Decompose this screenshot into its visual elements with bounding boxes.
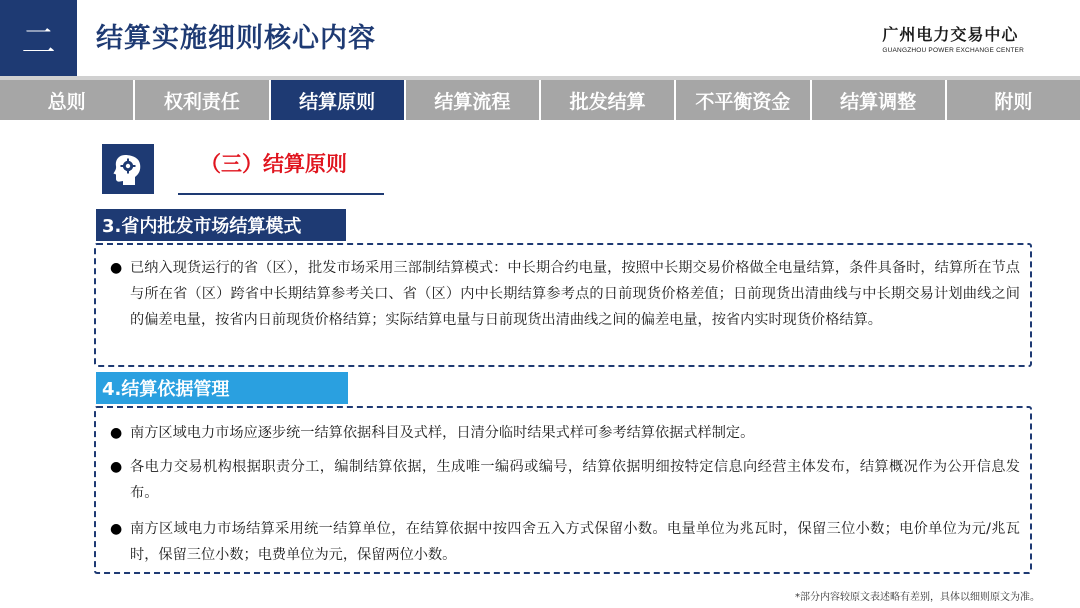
section-title: （三）结算原则 <box>200 152 347 176</box>
list-item <box>108 420 1020 446</box>
list-item <box>108 255 1020 333</box>
tab-wholesale-settlement[interactable]: 批发结算 <box>541 80 676 120</box>
org-english-name: GUANGZHOU POWER EXCHANGE CENTER <box>882 47 1024 54</box>
section-nav <box>0 80 1080 120</box>
tab-imbalance-funds[interactable]: 不平衡资金 <box>676 80 811 120</box>
head-with-gear-icon <box>102 144 154 194</box>
tab-rights-responsibilities[interactable]: 权利责任 <box>135 80 270 120</box>
tab-general[interactable]: 总则 <box>0 80 135 120</box>
tab-supplementary[interactable]: 附则 <box>947 80 1080 120</box>
bullet-icon: ● <box>110 459 123 475</box>
list-item-text: 南方区域电力市场结算采用统一结算单位，在结算依据中按四舍五入方式保留小数。电量单位为兆瓦时，保留三位小数；电价单位为元/兆瓦时，保留三位小数；电费单位为元，保留两位小数。 <box>130 521 1020 563</box>
header <box>0 0 1080 76</box>
bullet-icon: ● <box>110 521 123 537</box>
org-name: 广州电力交易中心 <box>882 25 1019 44</box>
chapter-number: 二 <box>0 0 77 76</box>
content-box-basis-management <box>94 406 1032 574</box>
list-item-text: 各电力交易机构根据职责分工，编制结算依据，生成唯一编码或编号，结算依据明细按特定信息向经营主体发布，结算概况作为公开信息发布。 <box>130 459 1020 501</box>
subsection-label-basis-management: 4.结算依据管理 <box>96 372 348 404</box>
page-title: 结算实施细则核心内容 <box>96 23 376 54</box>
tab-settlement-process[interactable]: 结算流程 <box>406 80 541 120</box>
list-item <box>108 516 1020 568</box>
footnote: *部分内容较原文表述略有差别，具体以细则原文为准。 <box>795 592 1040 603</box>
bullet-icon: ● <box>110 260 123 276</box>
subsection-label-wholesale-mode: 3.省内批发市场结算模式 <box>96 209 346 241</box>
list-item-text: 已纳入现货运行的省（区），批发市场采用三部制结算模式：中长期合约电量，按照中长期交易价格做全电量结算，条件具备时，结算所在节点与所在省（区）跨省中长期结算参考关口、省（区）内中长期结算参考点的日前现货价格差值；日前现货出清曲线与中长期交易计划曲线之间的偏差电量，按省内日前现货价格结算；实际结算电量与日前现货出清曲线之间的偏差电量，按省内实时现货价格结算。 <box>130 260 1020 328</box>
tab-settlement-principles[interactable]: 结算原则 <box>271 80 406 120</box>
bullet-icon: ● <box>110 425 123 441</box>
org-logo <box>882 22 1024 54</box>
tab-settlement-adjustment[interactable]: 结算调整 <box>812 80 947 120</box>
list-item <box>108 454 1020 506</box>
content-box-wholesale-mode <box>94 243 1032 367</box>
list-item-text: 南方区域电力市场应逐步统一结算依据科目及式样，日清分临时结果式样可参考结算依据式样制定。 <box>130 425 755 441</box>
section-title-underline <box>178 193 384 195</box>
